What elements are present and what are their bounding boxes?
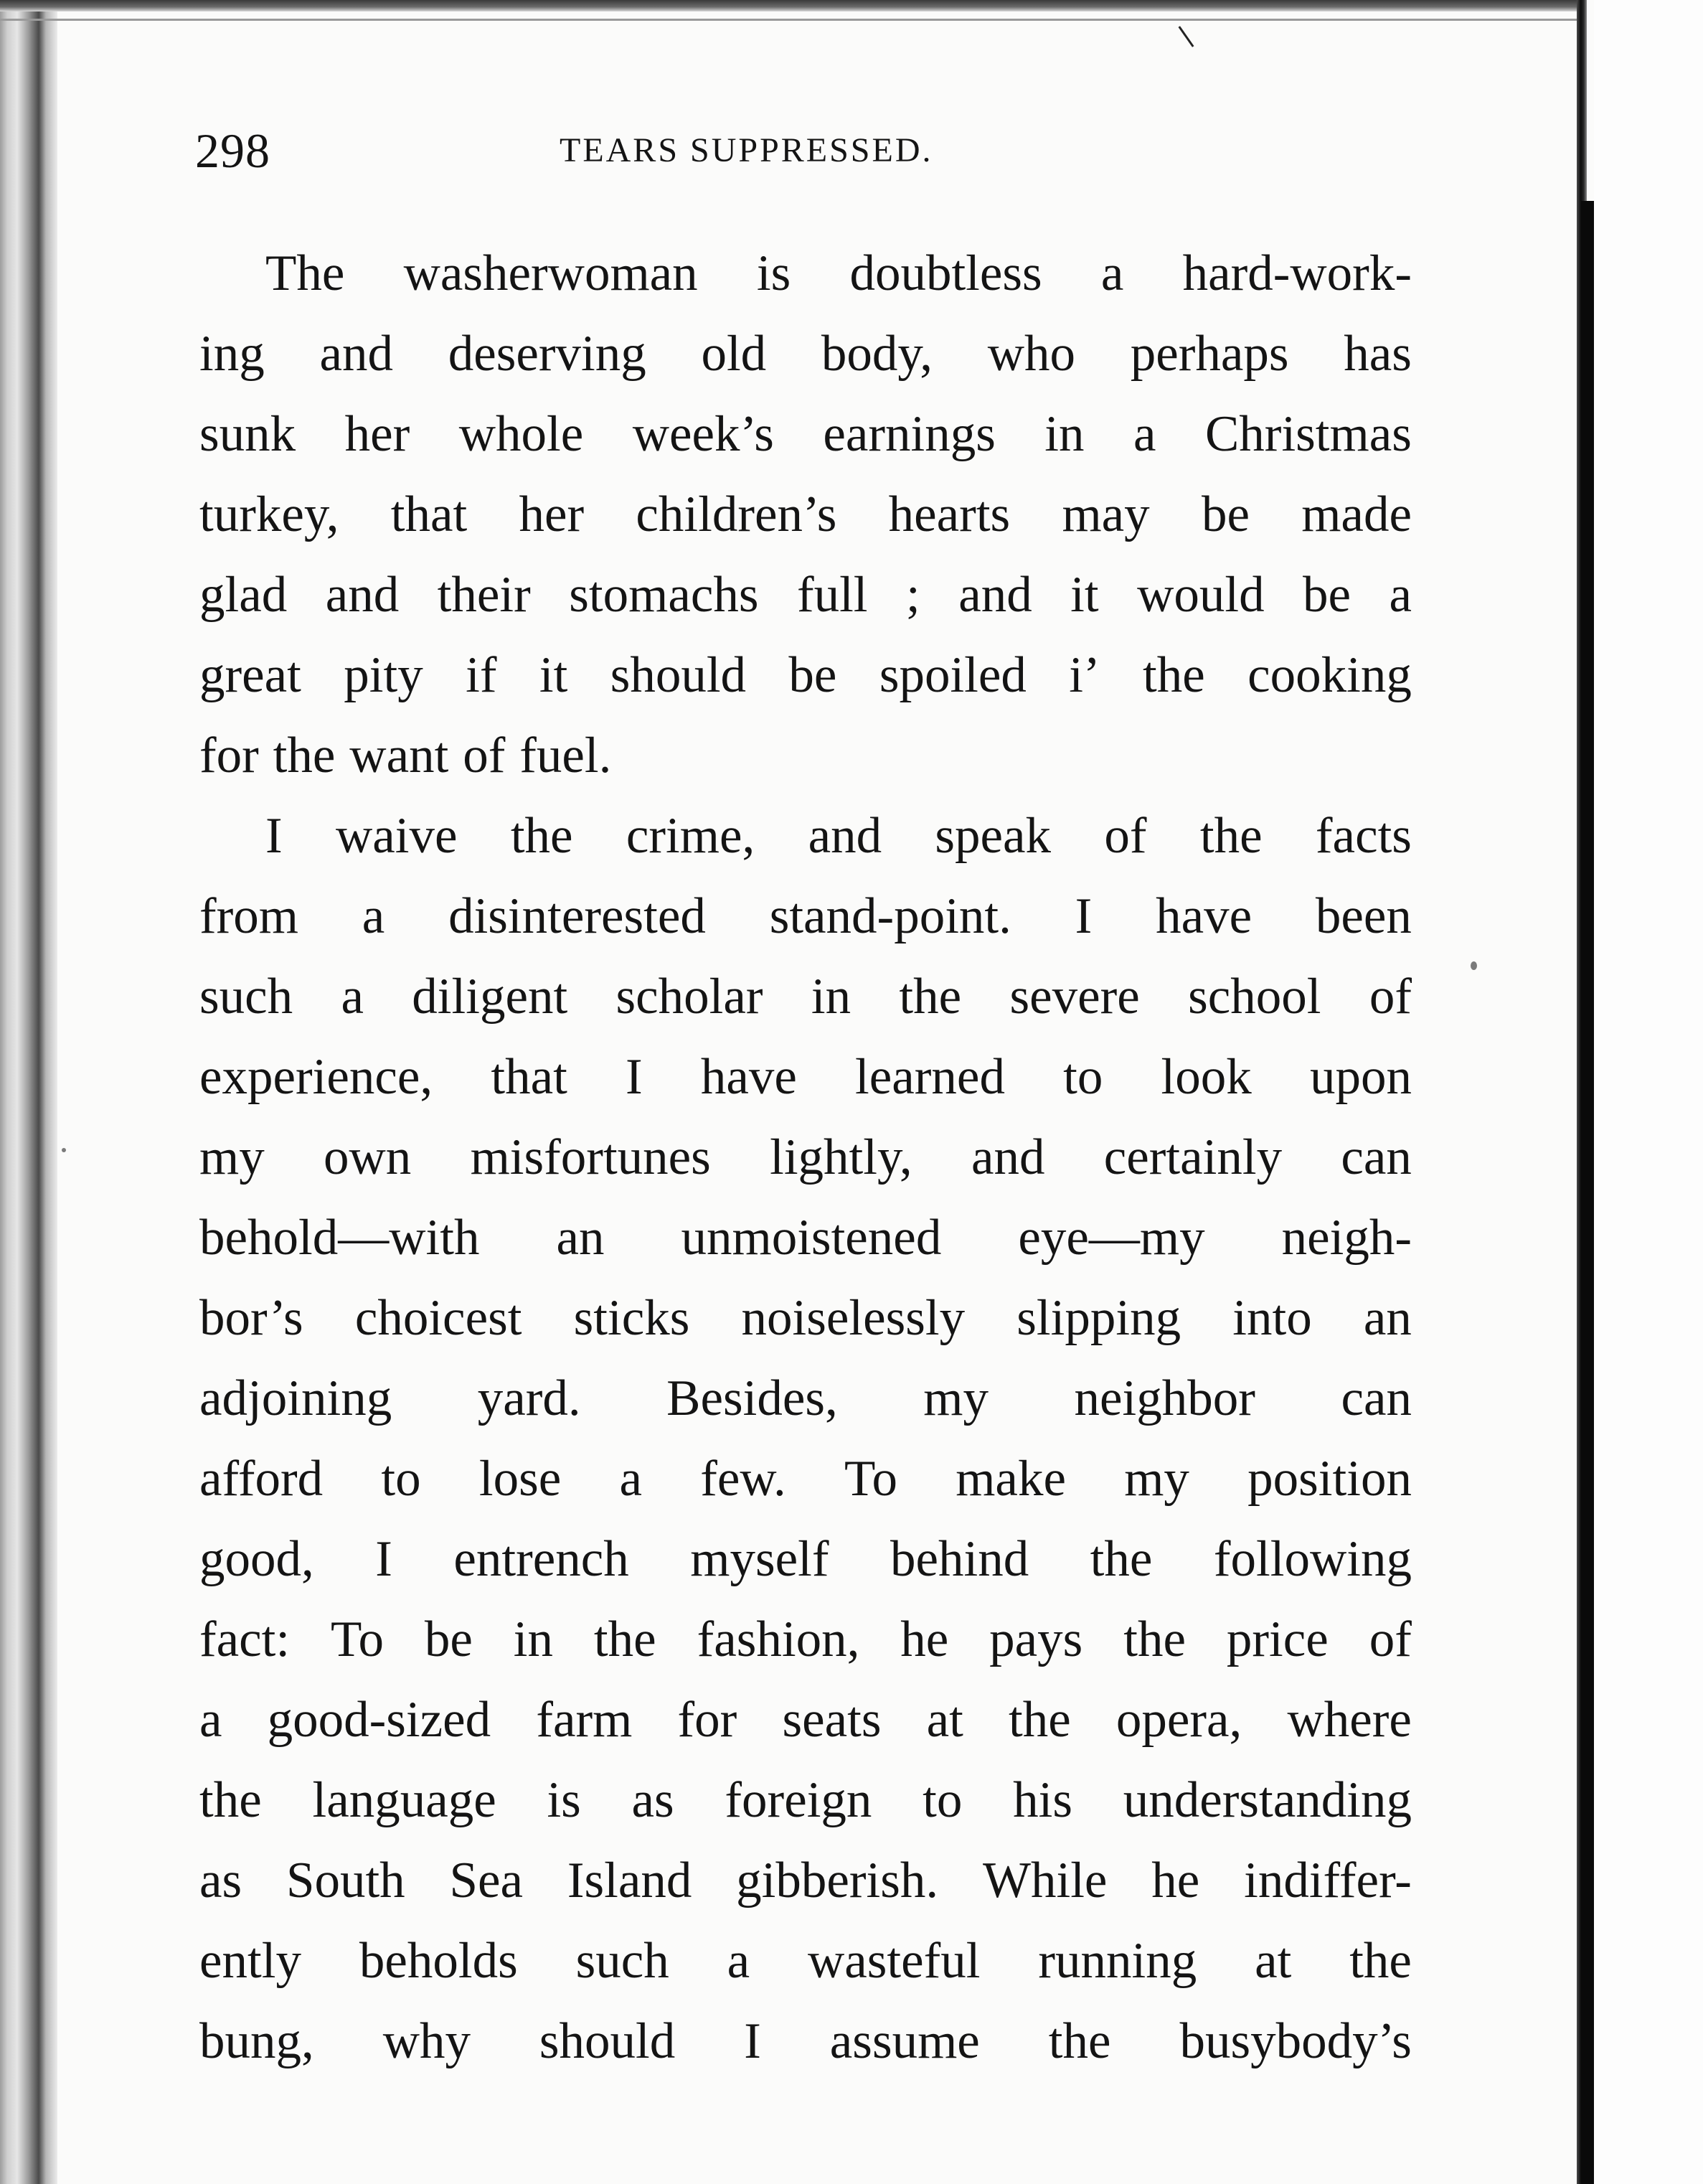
word: look (1161, 1049, 1252, 1105)
word: be (1201, 486, 1250, 542)
text-line (199, 1197, 1412, 1278)
word: the (510, 808, 573, 864)
word: sunk (199, 406, 296, 462)
word: at (926, 1692, 963, 1748)
scan-speck (1471, 961, 1477, 970)
word: position (1247, 1451, 1412, 1507)
text-line (199, 796, 1412, 876)
word: few. (700, 1451, 786, 1507)
word: stomachs (569, 567, 759, 623)
word: the (1090, 1531, 1153, 1587)
word: severe (1009, 969, 1140, 1025)
word: school (1188, 969, 1321, 1025)
word: great (199, 647, 301, 703)
word: her (344, 406, 410, 462)
word: a (727, 1933, 750, 1989)
word: been (1315, 888, 1412, 944)
word: children’s (636, 486, 837, 542)
page-top-rule (0, 19, 1582, 21)
word: seats (782, 1692, 882, 1748)
word: an (1363, 1290, 1412, 1346)
text-line (199, 314, 1412, 394)
word: ently (199, 1933, 301, 1989)
word: if (466, 647, 497, 703)
word: of (1104, 808, 1147, 864)
word: behind (890, 1531, 1029, 1587)
word: why (382, 2013, 471, 2069)
page-top-edge (0, 0, 1585, 11)
word: can (1341, 1129, 1412, 1185)
word: fuel. (519, 728, 612, 783)
word: doubtless (849, 245, 1042, 301)
word: turkey, (199, 486, 339, 542)
word: of (463, 728, 506, 783)
word: for (199, 728, 259, 783)
scan-background (1594, 0, 1703, 2184)
word: the (593, 1611, 656, 1667)
text-line (199, 233, 1412, 314)
word: that (390, 486, 468, 542)
word: good, (199, 1531, 314, 1587)
word: following (1213, 1531, 1412, 1587)
word: a (362, 888, 385, 944)
text-line (199, 1921, 1412, 2001)
word: glad (199, 567, 288, 623)
word: I (1075, 888, 1093, 944)
text-line (199, 1599, 1412, 1680)
word: While (982, 1853, 1108, 1908)
word: To (844, 1451, 897, 1507)
word: foreign (725, 1772, 872, 1828)
word: opera, (1115, 1692, 1242, 1748)
word: his (1013, 1772, 1072, 1828)
word: lightly, (770, 1129, 912, 1185)
word: as (631, 1772, 674, 1828)
word: scholar (615, 969, 763, 1025)
word: he (900, 1611, 949, 1667)
page-right-shadow (1581, 201, 1594, 2184)
word: of (1369, 969, 1412, 1025)
word: beholds (359, 1933, 518, 1989)
text-line (199, 1760, 1412, 1840)
text-line (199, 1519, 1412, 1599)
word: unmoistened (681, 1210, 942, 1266)
word: To (331, 1611, 384, 1667)
word: I (626, 1049, 643, 1105)
word: may (1062, 486, 1150, 542)
word: the (1349, 1933, 1412, 1989)
word: my (199, 1129, 265, 1185)
word: I (265, 808, 283, 864)
word: have (700, 1049, 797, 1105)
word: a (1100, 245, 1124, 301)
word: learned (855, 1049, 1005, 1105)
word: as (199, 1853, 242, 1908)
word: price (1226, 1611, 1329, 1667)
word: and (958, 567, 1032, 623)
word: made (1301, 486, 1412, 542)
word: be (788, 647, 837, 703)
word: the (273, 728, 336, 783)
word: should (610, 647, 747, 703)
word: Sea (449, 1853, 524, 1908)
word: a (199, 1692, 222, 1748)
word: indiffer- (1244, 1853, 1412, 1908)
word: to (1063, 1049, 1103, 1105)
word: own (324, 1129, 412, 1185)
word: the (1123, 1611, 1186, 1667)
word: make (956, 1451, 1066, 1507)
word: bung, (199, 2013, 314, 2069)
text-line (199, 555, 1412, 635)
word: at (1255, 1933, 1292, 1989)
word: behold—with (199, 1210, 480, 1266)
word: that (491, 1049, 567, 1105)
word: pity (344, 647, 423, 703)
word: entrench (453, 1531, 629, 1587)
word: assume (829, 2013, 980, 2069)
word: has (1344, 326, 1412, 382)
word: misfortunes (470, 1129, 711, 1185)
word: week’s (632, 406, 774, 462)
page-number: 298 (195, 123, 270, 178)
word: it (1070, 567, 1099, 623)
running-head: TEARS SUPPRESSED. (560, 131, 933, 169)
word: deserving (448, 326, 646, 382)
word: choicest (354, 1290, 522, 1346)
word: stand-point. (769, 888, 1011, 944)
word: farm (536, 1692, 633, 1748)
word: neighbor (1074, 1370, 1255, 1426)
word: understanding (1123, 1772, 1412, 1828)
word: South (286, 1853, 405, 1908)
word: can (1341, 1370, 1412, 1426)
scan-mark (1179, 26, 1194, 47)
word: where (1287, 1692, 1412, 1748)
word: the (899, 969, 962, 1025)
text-line (199, 1358, 1412, 1439)
word: it (539, 647, 568, 703)
word: I (744, 2013, 761, 2069)
word: such (199, 969, 293, 1025)
word: a (341, 969, 364, 1025)
word: would (1137, 567, 1265, 623)
word: sticks (573, 1290, 690, 1346)
word: their (437, 567, 531, 623)
word: be (1303, 567, 1351, 623)
text-line (199, 715, 1412, 796)
word: experience, (199, 1049, 433, 1105)
word: eye—my (1018, 1210, 1205, 1266)
word: hearts (888, 486, 1011, 542)
word: Christmas (1204, 406, 1412, 462)
word: and (808, 808, 882, 864)
word: good-sized (267, 1692, 491, 1748)
word: should (539, 2013, 676, 2069)
word: have (1156, 888, 1253, 944)
word: neigh- (1281, 1210, 1412, 1266)
word: ; (906, 567, 920, 623)
word: busybody’s (1179, 2013, 1412, 2069)
word: and (971, 1129, 1045, 1185)
word: lose (478, 1451, 562, 1507)
word: into (1232, 1290, 1312, 1346)
word: crime, (626, 808, 755, 864)
word: slipping (1016, 1290, 1181, 1346)
word: is (547, 1772, 581, 1828)
word: the (1048, 2013, 1111, 2069)
word: facts (1315, 808, 1412, 864)
word: upon (1309, 1049, 1412, 1105)
book-gutter-edge (0, 0, 57, 2184)
word: myself (690, 1531, 829, 1587)
word: fact: (199, 1611, 291, 1667)
word: he (1151, 1853, 1200, 1908)
body-text (199, 233, 1412, 2081)
word: her (519, 486, 585, 542)
word: my (1124, 1451, 1189, 1507)
word: spoiled (879, 647, 1027, 703)
text-line (199, 1037, 1412, 1117)
word: bor’s (199, 1290, 303, 1346)
word: hard-work- (1182, 245, 1412, 301)
text-line (199, 635, 1412, 715)
word: such (575, 1933, 669, 1989)
word: in (811, 969, 852, 1025)
word: wasteful (807, 1933, 981, 1989)
word: yard. (477, 1370, 581, 1426)
text-line (199, 956, 1412, 1037)
word: the (1199, 808, 1263, 864)
word: perhaps (1130, 326, 1289, 382)
word: waive (335, 808, 458, 864)
word: body, (821, 326, 933, 382)
word: adjoining (199, 1370, 392, 1426)
word: and (319, 326, 393, 382)
word: certainly (1103, 1129, 1283, 1185)
word: i’ (1069, 647, 1100, 703)
word: a (619, 1451, 642, 1507)
word: is (756, 245, 791, 301)
word: ing (199, 326, 265, 382)
word: Island (567, 1853, 692, 1908)
text-line (199, 394, 1412, 474)
word: who (987, 326, 1076, 382)
word: a (1389, 567, 1412, 623)
word: an (556, 1210, 605, 1266)
text-line (199, 1278, 1412, 1358)
word: I (375, 1531, 392, 1587)
word: old (701, 326, 767, 382)
word: for (677, 1692, 737, 1748)
word: from (199, 888, 299, 944)
word: to (923, 1772, 963, 1828)
text-line (199, 1680, 1412, 1760)
word: cooking (1247, 647, 1412, 703)
word: be (424, 1611, 473, 1667)
word: the (1143, 647, 1205, 703)
text-line (199, 1840, 1412, 1921)
text-line (199, 2001, 1412, 2081)
word: afford (199, 1451, 324, 1507)
word: pays (989, 1611, 1083, 1667)
word: in (1044, 406, 1085, 462)
word: earnings (823, 406, 996, 462)
word: running (1038, 1933, 1197, 1989)
text-line (199, 1117, 1412, 1197)
word: full (796, 567, 868, 623)
word: disinterested (448, 888, 706, 944)
word: washerwoman (403, 245, 698, 301)
text-line (199, 474, 1412, 555)
word: my (923, 1370, 989, 1426)
word: want (349, 728, 449, 783)
word: speak (935, 808, 1052, 864)
word: fashion, (697, 1611, 860, 1667)
word: noiselessly (741, 1290, 966, 1346)
scan-speck (62, 1148, 66, 1152)
word: language (312, 1772, 496, 1828)
word: gibberish. (736, 1853, 939, 1908)
word: and (325, 567, 400, 623)
word: to (381, 1451, 421, 1507)
word: Besides, (666, 1370, 838, 1426)
word: a (1133, 406, 1156, 462)
text-line (199, 876, 1412, 956)
word: whole (458, 406, 584, 462)
text-line (199, 1439, 1412, 1519)
word: of (1369, 1611, 1412, 1667)
word: diligent (412, 969, 568, 1025)
word: the (1008, 1692, 1071, 1748)
word: in (513, 1611, 554, 1667)
word: The (265, 245, 345, 301)
word: the (199, 1772, 262, 1828)
